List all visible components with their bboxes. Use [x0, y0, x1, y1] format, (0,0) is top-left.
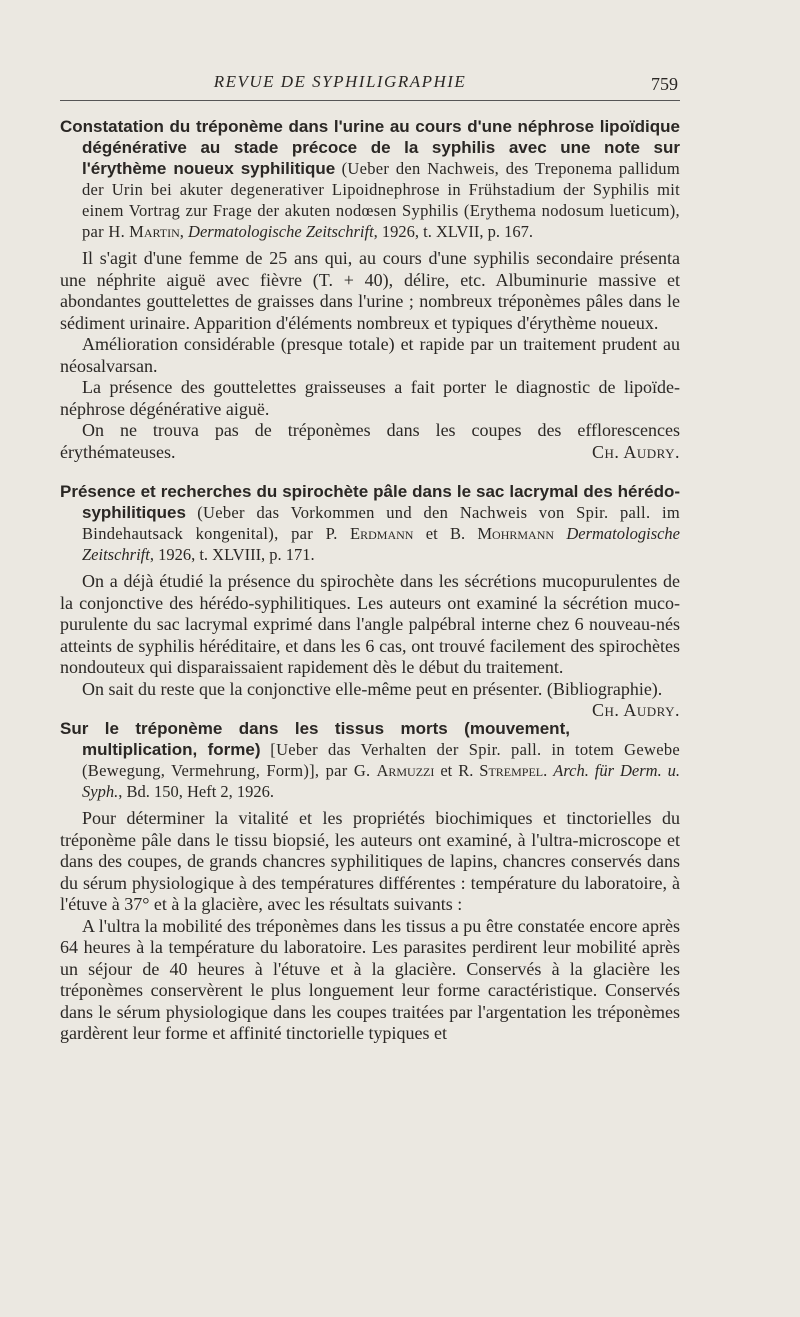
journal-name: Arch. für Derm. u. Syph. [82, 761, 681, 801]
paragraph-text: On ne trouva pas de tréponèmes dans les coupes des efflorescences érythémateuses. [60, 420, 680, 462]
article-title: Présence et recherches du spirochète pâle dans le sac lacrymal des hérédo-syphilitiques [60, 482, 680, 522]
author-name: Armuzzi [376, 761, 435, 780]
article-description: (Ueber das Vorkommen und den Nachweis von Spir. pall. im Bindehautsack kongenital), par P. [82, 503, 680, 543]
body-paragraph [60, 571, 680, 679]
page-number: 759 [651, 74, 678, 94]
author-name: Martin [129, 222, 180, 241]
author-name: Mohrmann [477, 524, 555, 543]
paragraph-text: La présence des gouttelettes graisseuses a fait porter le diagnostic de lipoïde-néphrose dégénérative aiguë. [60, 377, 680, 419]
article-citation [60, 116, 680, 242]
body-paragraph [60, 334, 680, 377]
running-header [60, 70, 680, 101]
running-title: REVUE DE SYPHILIGRAPHIE [213, 72, 467, 91]
body-paragraph [60, 808, 680, 916]
paragraph-text: On sait du reste que la conjonctive elle-même peut en présenter. (Bibliographie). [82, 678, 663, 699]
article-citation [60, 481, 680, 565]
citation-punctuation: , [179, 222, 184, 241]
journal-name: Dermatologische Zeitschrift [82, 524, 681, 564]
page-content [60, 116, 680, 1063]
paragraph-text: A l'ultra la mobilité des tréponèmes dans les tissus a pu être constatée encore après 64 heures à la température du laboratoire. Les parasites perdirent leur mobilité après un séjour de 40 heures à l'étuve et à la glacière. Conservés à la glacière les tréponèmes conservèrent le plus longuement leur forme caractéristique. Conservés dans le sérum physiologique dans les coupes traitées par l'argentation les tréponèmes gardèrent leur forme et affinité tinctorielle typiques et [60, 915, 680, 1043]
paragraph-text: Amélioration considérable (presque totale) et rapide par un traitement prudent au néosalvarsan. [60, 334, 680, 376]
journal-reference: , 1926, t. XLVIII, p. 171. [149, 545, 315, 564]
paragraph-text: On a déjà étudié la présence du spirochète dans les sécrétions mucopurulentes de la conjonctive des hérédo-syphilitiques. Les auteurs ont examiné la sécrétion muco-purulente du sac lacrymal exprimé dans l'angle palpébral interne chez 6 nouveau-nés atteints de syphilis héréditaire, et dans les 6 cas, ont trouvé facilement des spirochètes nondouteux qui disparaissaient rapidement dès le début du traitement. [60, 571, 680, 677]
journal-reference: , 1926, t. XLVII, p. 167. [373, 222, 534, 241]
body-paragraph [60, 377, 680, 420]
signature: Ch. Audry. [591, 700, 680, 720]
body-paragraph [60, 420, 680, 463]
author-separator: et B. [413, 524, 478, 543]
article [60, 481, 681, 720]
article [60, 718, 680, 1045]
article-title: Sur le tréponème dans les tissus morts (mouvement, multiplication, forme) [60, 719, 570, 759]
article-citation [60, 718, 680, 802]
article-title: Constatation du tréponème dans l'urine au cours d'une néphrose lipoïdique dégénérative au stade précoce de la syphilis avec une note sur l'érythème noueux syphilitique [60, 117, 680, 178]
paragraph-text: Il s'agit d'une femme de 25 ans qui, au cours d'une syphilis secondaire présenta une néphrite aiguë avec fièvre (T. + 40), délire, etc. Albuminurie massive et abondantes gouttelettes de graisses dans l'urine ; nombreux tréponèmes pâles dans le sédiment urinaire. Apparition d'éléments nombreux et typiques d'érythème noueux. [60, 248, 680, 333]
article [60, 116, 680, 463]
author-separator: et R. [434, 761, 480, 780]
citation-punctuation: . [543, 761, 548, 780]
signature: Ch. Audry. [591, 441, 680, 462]
paragraph-text: Pour déterminer la vitalité et les propriétés biochimiques et tinctorielles du tréponème pâle dans le tissu biopsié, les auteurs ont examiné, à l'ultra-microscope et dans des coupes, de grands chancres syphilitiques de lapins, chancres conservés dans du sérum physiologique à des températures différentes : température du laboratoire, à l'étuve à 37° et à la glacière, avec les résultats suivants : [60, 808, 680, 914]
body-paragraph [60, 678, 680, 720]
article-description: [Ueber das Verhalten der Spir. pall. in totem Gewebe (Bewegung, Vermehrung, Form)], par G. [82, 740, 681, 780]
author-name: Erdmann [350, 524, 414, 543]
body-paragraph [60, 248, 680, 334]
journal-reference: , Bd. 150, Heft 2, 1926. [118, 782, 275, 801]
body-paragraph [60, 916, 680, 1045]
author-name: Strempel [479, 761, 544, 780]
article-description: (Ueber den Nachweis, des Treponema pallidum der Urin bei akuter degenerativer Lipoidnephrose in Frühstadium der Syphilis mit einem Vortrag zur Frage der akuten nodœsen Syphilis (Erythema nodosum lueticum), par H. [82, 159, 680, 241]
journal-name: Dermatologische Zeitschrift [188, 222, 374, 241]
